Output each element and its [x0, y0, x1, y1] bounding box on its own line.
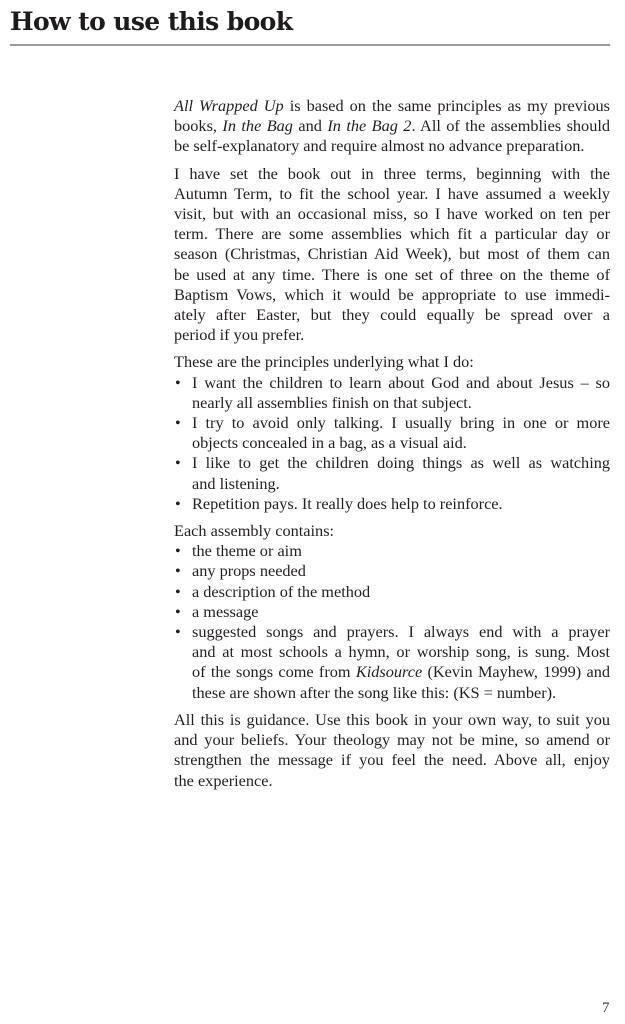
- text-line: of the songs come from Kidsource (Kevin Mayhew, 1999) and: [192, 662, 610, 682]
- text-line: All this is guidance. Use this book in your own way, to suit you: [174, 709, 610, 729]
- text-line: season (Christmas, Christian Aid Week), but most of them can: [174, 244, 610, 264]
- text-line: be self-explanatory and require almost no advance preparation.: [174, 136, 585, 156]
- italic-title: All Wrapped Up: [174, 96, 284, 115]
- text-line: I like to get the children doing things as well as watching: [192, 453, 610, 473]
- bullet-icon: •: [175, 372, 181, 392]
- text-line: strengthen the message if you feel the need. Above all, enjoy: [174, 750, 610, 770]
- text-line: the experience.: [174, 770, 273, 790]
- bullet-icon: •: [175, 413, 181, 433]
- bullet-icon: •: [175, 601, 181, 621]
- text-line: Baptism Vows, which it would be appropriate to use immedi-: [174, 284, 610, 304]
- list-item: [174, 494, 610, 514]
- list-item: [174, 413, 610, 453]
- italic-title: In the Bag 2: [327, 116, 412, 136]
- list-item: [174, 602, 610, 622]
- text-line: All Wrapped Up is based on the same principles as my previous: [174, 96, 610, 115]
- text-line: I want the children to learn about God and about Jesus – so: [192, 372, 610, 392]
- list-item: [174, 622, 610, 703]
- contents-list: [174, 541, 610, 703]
- text-line: a message: [192, 601, 259, 621]
- text-line: and at most schools a hymn, or worship song, is sung. Most: [192, 642, 610, 662]
- title-rule: [10, 44, 610, 46]
- text-line: be used at any time. There is one set of three on the theme of: [174, 264, 610, 284]
- text-line: and your beliefs. Your theology may not be mine, so amend or: [174, 730, 610, 750]
- text-line: books, In the Bag and In the Bag 2. All of the assemblies should: [174, 116, 610, 136]
- principles-list: [174, 373, 610, 514]
- text-line: Autumn Term, to fit the school year. I have assumed a weekly: [174, 183, 610, 203]
- text-line: nearly all assemblies finish on that subject.: [192, 392, 472, 412]
- list-item: [174, 541, 610, 561]
- text-line: term. There are some assemblies which fit a particular day or: [174, 224, 610, 244]
- text-line: these are shown after the song like this: (KS = number).: [192, 682, 557, 702]
- list-item: [174, 561, 610, 581]
- intro-paragraph: [174, 96, 610, 157]
- text-line: any props needed: [192, 561, 306, 581]
- bullet-icon: •: [175, 581, 181, 601]
- page-title: How to use this book: [10, 7, 293, 36]
- text-line: ately after Easter, but they could equally be spread over a: [174, 305, 610, 325]
- text-line: objects concealed in a bag, as a visual aid.: [192, 433, 467, 453]
- text-line: visit, but with an occasional miss, so I have worked on ten per: [174, 204, 610, 224]
- text-line: a description of the method: [192, 581, 371, 601]
- text-line: suggested songs and prayers. I always end with a prayer: [192, 622, 610, 642]
- text-line: I have set the book out in three terms, beginning with the: [174, 163, 610, 183]
- closing-paragraph: [174, 710, 610, 791]
- italic-title: Kidsource: [355, 662, 423, 682]
- terms-paragraph: [174, 164, 610, 346]
- bullet-icon: •: [175, 561, 181, 581]
- bullet-icon: •: [175, 622, 181, 642]
- text-line: the theme or aim: [192, 541, 302, 561]
- italic-title: In the Bag: [222, 116, 293, 136]
- bullet-icon: •: [175, 453, 181, 473]
- text-line: I try to avoid only talking. I usually bring in one or more: [192, 413, 610, 433]
- list-item: [174, 373, 610, 413]
- list-item: [174, 453, 610, 493]
- contents-intro: Each assembly contains:: [174, 521, 335, 541]
- body-text: [174, 96, 610, 798]
- text-line: period if you prefer.: [174, 325, 305, 345]
- principles-intro: These are the principles underlying what I do:: [174, 352, 474, 372]
- bullet-icon: •: [175, 541, 181, 561]
- bullet-icon: •: [175, 493, 181, 513]
- text-line: and listening.: [192, 473, 280, 493]
- list-item: [174, 582, 610, 602]
- page-number: 7: [602, 1000, 610, 1016]
- text-line: Repetition pays. It really does help to reinforce.: [192, 493, 503, 513]
